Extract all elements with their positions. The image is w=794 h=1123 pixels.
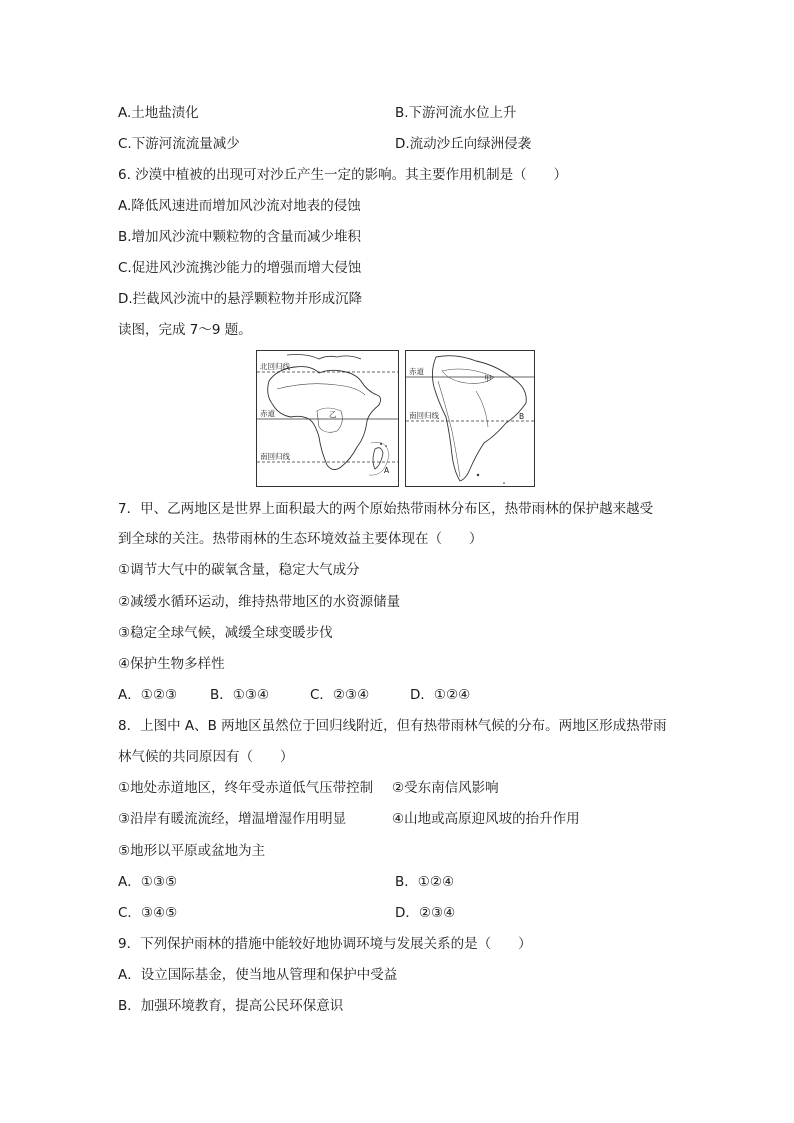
q7-statement-2: ②减缓水循环运动，维持热带地区的水资源储量 [118, 594, 401, 610]
q7-statement-4: ④保护生物多样性 [118, 656, 225, 672]
figure-intro: 读图，完成 7～9 题。 [118, 322, 252, 338]
q7-stem-line2: 到全球的关注。热带雨林的生态环境效益主要体现在（ ） [118, 531, 483, 547]
sa-south-tropic-label: 南回归线 [409, 411, 439, 420]
q8-statement-1: ①地处赤道地区，终年受赤道低气压带控制 [118, 780, 374, 796]
q8-statement-4: ④山地或高原迎风坡的抬升作用 [392, 811, 580, 827]
map-south-america [405, 350, 535, 487]
q5-option-d: D.流动沙丘向绿洲侵袭 [395, 136, 532, 152]
q6-option-c: C.促进风沙流携沙能力的增强而增大侵蚀 [118, 260, 362, 276]
q7-option-d: D．①②④ [410, 687, 471, 703]
q7-stem-line1: 7．甲、乙两地区是世界上面积最大的两个原始热带雨林分布区，热带雨林的保护越来越受 [118, 501, 654, 517]
sa-equator-label: 赤道 [409, 367, 424, 376]
q7-statement-3: ③稳定全球气候，减缓全球变暖步伐 [118, 625, 333, 641]
q7-statement-1: ①调节大气中的碳氧含量，稳定大气成分 [118, 562, 360, 578]
q6-stem: 6. 沙漠中植被的出现可对沙丘产生一定的影响。其主要作用机制是（ ） [118, 167, 568, 183]
sa-point-label: B [519, 412, 525, 421]
q7-option-c: C．②③④ [310, 687, 370, 703]
q8-option-a: A．①③⑤ [118, 874, 178, 890]
sa-region-label: 甲 [484, 374, 492, 383]
q9-option-a: A．设立国际基金，使当地从管理和保护中受益 [118, 967, 398, 983]
q8-statement-2: ②受东南信风影响 [392, 780, 499, 796]
q5-option-b: B.下游河流水位上升 [395, 105, 517, 121]
q5-option-c: C.下游河流流量减少 [118, 136, 240, 152]
africa-north-tropic-label: 北回归线 [260, 362, 290, 371]
africa-equator-label: 赤道 [260, 409, 275, 418]
africa-south-tropic-label: 南回归线 [260, 452, 290, 461]
q8-statement-3: ③沿岸有暖流流经，增温增湿作用明显 [118, 811, 347, 827]
africa-point-label: A [384, 466, 390, 475]
q8-stem-line1: 8．上图中 A、B 两地区虽然位于回归线附近，但有热带雨林气候的分布。两地区形成热带雨 [118, 718, 667, 734]
q6-option-d: D.拦截风沙流中的悬浮颗粒物并形成沉降 [118, 291, 363, 307]
q6-option-a: A.降低风速进而增加风沙流对地表的侵蚀 [118, 198, 361, 214]
q8-option-c: C．③④⑤ [118, 905, 178, 921]
q5-option-a: A.土地盐渍化 [118, 105, 199, 121]
map-africa [256, 350, 399, 487]
q8-statement-5: ⑤地形以平原或盆地为主 [118, 843, 266, 859]
q9-stem: 9．下列保护雨林的措施中能较好地协调环境与发展关系的是（ ） [118, 936, 532, 952]
q8-stem-line2: 林气候的共同原因有（ ） [118, 749, 294, 765]
q8-option-d: D．②③④ [395, 905, 456, 921]
q7-option-a: A．①②③ [118, 687, 178, 703]
africa-region-label: 乙 [329, 410, 337, 419]
q7-option-b: B．①③④ [210, 687, 270, 703]
q8-option-b: B．①②④ [395, 874, 455, 890]
q6-option-b: B.增加风沙流中颗粒物的含量而减少堆积 [118, 229, 362, 245]
q9-option-b: B．加强环境教育，提高公民环保意识 [118, 998, 344, 1014]
